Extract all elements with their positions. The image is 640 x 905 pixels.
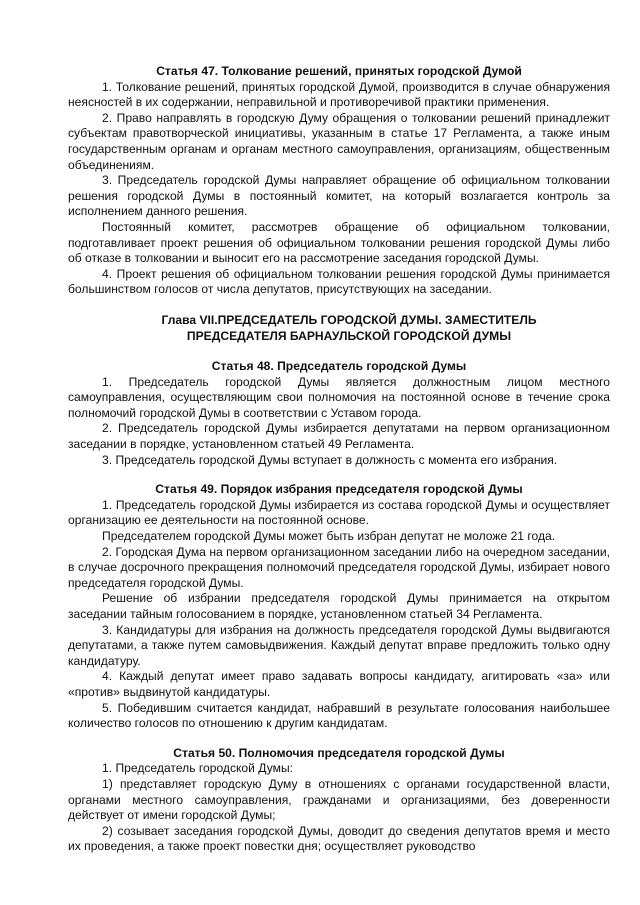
article-49-paragraph-5: 3. Кандидатуры для избрания на должность председателя городской Думы выдвигаются депутатами, а также путем самовыдвижения. Каждый депутат вправе предложить только одну кандидатуру. [68,622,610,668]
article-47-paragraph-2: 2. Право направлять в городскую Думу обращения о толковании решений принадлежит субъектам правотворческой инициативы, указанным в статье 17 Регламента, а также иным государственным органам и органам местного самоуправления, организациям, общественным объединениям. [68,110,610,172]
document-page [68,64,610,855]
article-50-paragraph-2: 1) представляет городскую Думу в отношениях с органами государственной власти, органами местного самоуправления, гражданами и организациями, без доверенности действует от имени городской Думы; [68,776,610,823]
article-47-title: Статья 47. Толкование решений, принятых городской Думой [156,64,522,78]
spacer [68,344,610,359]
spacer [68,732,610,746]
spacer [68,298,610,313]
article-50-paragraph-1: 1. Председатель городской Думы: [102,761,294,776]
article-49-paragraph-3: 2. Городская Дума на первом организационном заседании либо на очередном заседании, в случае досрочного прекращения полномочий председателя городской Думы, избирает нового председателя городской Думы. [68,544,610,590]
article-48-paragraph-1: 1. Председатель городской Думы является должностным лицом местного самоуправления, осуществляющим свои полномочия на постоянной основе в течение срока полномочий городской Думы в соответствии с Уставом города. [68,374,610,420]
article-49 [68,482,610,732]
article-48-paragraph-2: 2. Председатель городской Думы избирается депутатами на первом организационном заседании в порядке, установленном статьей 49 Регламента. [68,421,610,452]
article-50-paragraph-3: 2) созывает заседания городской Думы, доводит до сведения депутатов время и место их проведения, а также проект повестки дня; осуществляет руководство [68,823,610,854]
article-47-paragraph-4: Постоянный комитет, рассмотрев обращение об официальном толковании, подготавливает проект решения об официальном толковании решения городской Думы либо об отказе в толковании и выносит его на рассмотрение заседания городской Думы. [68,219,610,266]
article-50 [68,746,610,855]
article-49-paragraph-2: Председателем городской Думы может быть избран депутат не моложе 21 года. [102,529,556,544]
chapter-7-title-line-1: Глава VII.ПРЕДСЕДАТЕЛЬ ГОРОДСКОЙ ДУМЫ. ЗАМЕСТИТЕЛЬ [161,312,537,327]
article-47 [68,64,610,298]
article-47-paragraph-5: 4. Проект решения об официальном толковании решения городской Думы принимается большинством голосов от числа депутатов, присутствующих на заседании. [68,266,610,297]
article-48-paragraph-3: 3. Председатель городской Думы вступает в должность с момента его избрания. [102,452,558,467]
article-50-title: Статья 50. Полномочия председателя городской Думы [173,745,505,760]
chapter-7 [68,313,610,344]
article-49-paragraph-1: 1. Председатель городской Думы избирается из состава городской Думы и осуществляет организацию ее деятельности на постоянной основе. [68,497,610,528]
article-48 [68,359,610,468]
article-47-paragraph-1: 1. Толкование решений, принятых городской Думой, производится в случае обнаружения неясностей в их содержании, неправильной и противоречивой практики применения. [68,79,610,110]
article-48-title: Статья 48. Председатель городской Думы [211,359,467,374]
article-49-paragraph-7: 5. Победившим считается кандидат, набравший в результате голосования наибольшее количество голосов по отношению к другим кандидатам. [68,700,610,731]
article-47-paragraph-3: 3. Председатель городской Думы направляет обращение об официальном толковании решения городской Думы в постоянный комитет, на который возлагается контроль за исполнением данного решения. [68,173,610,219]
spacer [68,468,610,482]
article-49-paragraph-4: Решение об избрании председателя городской Думы принимается на открытом заседании тайным голосованием в порядке, установленном статьей 34 Регламента. [68,591,610,621]
article-49-paragraph-6: 4. Каждый депутат имеет право задавать вопросы кандидату, агитировать «за» или «против» выдвинутой кандидатуры. [68,669,610,699]
article-49-title: Статья 49. Порядок избрания председателя городской Думы [155,482,523,497]
chapter-7-title-line-2: ПРЕДСЕДАТЕЛЯ БАРНАУЛЬСКОЙ ГОРОДСКОЙ ДУМЫ [186,328,512,343]
